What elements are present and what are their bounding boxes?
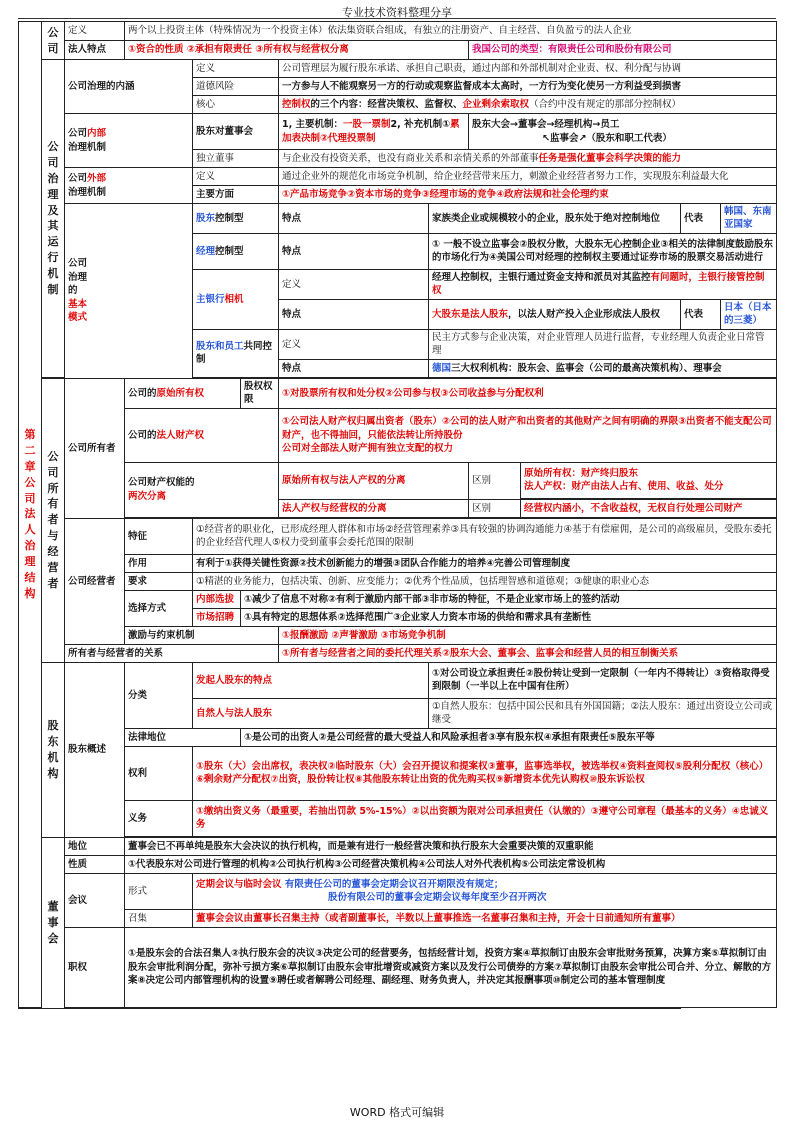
external-label: 公司外部 治理机制	[65, 168, 193, 204]
company-feat-label: 法人特点	[65, 41, 125, 60]
moral-hazard-label: 道德风险	[193, 78, 279, 96]
rights-label: 权利	[125, 746, 193, 800]
mode4-feat: 德国三大权利机构：股东会、监事会（公司的最高决策机构）、理事会	[429, 359, 777, 377]
external-def-text: 通过企业外的规范化市场竞争机制，给企业经营带来压力，刺激企业经营者努力工作，实现股东利益最大化	[279, 168, 777, 186]
class1-text: ①对公司设立承担责任②股份转让受到一定限制（一年内不得转让）③资格取得受到限制（一半以上在中国有住所）	[429, 662, 777, 698]
duty-label: 义务	[125, 800, 193, 836]
mode2-feat: ① 一般不设立监事会②股权分散，大股东无心控制企业③相关的法律制度鼓励股东的市场化行为④美国公司对经理的控制权主要通过证券市场的股票交易活动进行	[429, 233, 777, 269]
modes-label: 公司 治理 的 基本 模式	[65, 204, 193, 379]
shareholders-title: 股东机构	[42, 662, 65, 837]
company-title: 公司	[42, 22, 65, 60]
board-status-label: 地位	[65, 837, 125, 855]
req-label: 要求	[125, 572, 193, 590]
board-text: 1, 主要机制：一股一票制2, 补充机制①累加表决制②代理投票制	[279, 114, 469, 150]
mode1-rep: 韩国、东南亚国家	[721, 204, 777, 234]
chapter-title: 第二章 公司法人治理结构	[19, 22, 42, 1008]
req-text: ①精湛的业务能力，包括决策、创新、应变能力；②优秀个性品质，包括理智感和道德观；③健康的职业心态	[193, 572, 777, 590]
sep2-diff: 区别	[469, 499, 521, 517]
class-label: 分类	[125, 662, 193, 728]
board-title: 董事会	[42, 837, 65, 1008]
power-text: ①是股东会的合法召集人②执行股东会的决议③决定公司的经营要务，包括经营计划，投资方案④草拟制订由股东会审批财务预算，决算方案⑤草拟制订由股东会审批利润分配，弥补亏损方案⑥草拟制订由股东会审批增资或减资方案以及发行公司债券的方案⑦草拟制订由股东会审批公司合并、分立、解散的方案⑧决定公司内部管理机构的设置⑨聘任或者解聘公司经理、副经理、财务负责人，并决定其报酬事项⑩制定公司的基本管理制度	[125, 927, 777, 1007]
relation-text: ①所有者与经营者之间的委托代理关系②股东大会、董事会、监事会和经营人员的相互制衡关系	[279, 644, 777, 662]
trait-text: ①经营者的职业化，已形成经理人群体和市场②经营管理素养③具有较强的协调沟通能力④基于有偿雇佣，是公司的高级雇员，受股东委托的企业经营代理人⑤权力受到董事会委托范围的限制	[193, 518, 777, 554]
owner-label: 公司所有者	[65, 378, 125, 518]
board-nature-label: 性质	[65, 855, 125, 873]
orig-text: ①对股票所有权和处分权②公司参与权③公司收益参与分配权利	[279, 378, 777, 408]
connotation-label: 公司治理的内涵	[65, 60, 193, 114]
mode1-feat-label: 特点	[279, 204, 429, 234]
mode4-name: 股东和员工共同控制	[193, 329, 279, 377]
class2-text: ①自然人股东：包括中国公民和具有外国国籍；②法人股东：通过出资设立公司或继受	[429, 698, 777, 728]
company-feat-text: ①资合的性质 ②承担有限责任 ③所有权与经营权分离	[125, 41, 469, 60]
select-internal: 内部选拔	[193, 590, 241, 608]
form-label: 形式	[125, 873, 193, 909]
core-label: 核心	[193, 96, 279, 114]
header-rule	[18, 18, 776, 19]
owners-title: 公司所有者与经营者	[42, 378, 65, 662]
legal-label: 法律地位	[125, 728, 241, 746]
sep2-label: 法人产权与经营权的分离	[279, 499, 469, 517]
page-header: 专业技术资料整理分享	[342, 6, 452, 19]
rights-text: ①股东（大）会出席权，表决权②临时股东（大）会召开提议和提案权③董事，监事选举权，被选举权④资料查阅权⑤股利分配权（核心）⑥剩余财产分配权⑦出资，股份转让权⑧其他股东转让出资的优先购买权⑨新增资本优先认购权⑩股东诉讼权	[193, 746, 777, 800]
page-footer: WORD 格式可编辑	[349, 1106, 445, 1119]
company-def-text: 两个以上投资主体（特殊情况为一个投资主体）依法集资联合组成，有独立的注册资产、自主经营、自负盈亏的法人企业	[125, 22, 777, 41]
mode3-def: 经理人控制权，主银行通过资金支持和派员对其监控有问题时，主银行接管控制权	[429, 269, 777, 299]
moral-hazard-text: 一方参与人不能观察另一方的行动或观察监督成本太高时，一方行为变化使另一方利益受到损害	[279, 78, 777, 96]
summary-table	[18, 21, 777, 1009]
board-status-text: 董事会已不再单纯是股东大会决议的执行机构，而是兼有进行一般经营决策和执行股东大会重要决策的双重职能	[125, 837, 777, 855]
form-text: 定期会议与临时会议 有限责任公司的董事会定期会议召开期限没有规定； 股份有限公司的董事会定期会议每年度至少召开两次	[193, 873, 777, 909]
core-text: 控制权的三个内容：经营决策权、监督权、企业剩余索取权（合约中没有规定的那部分控制权）	[279, 96, 777, 114]
connotation-def-text: 公司管理层为履行股东承诺、承担自己职责，通过内部和外部机制对企业责、权、利分配与协调	[279, 60, 777, 78]
class1-label: 发起人股东的特点	[193, 662, 429, 698]
select-market: 市场招聘	[193, 608, 241, 626]
role-text: 有利于①获得关键性资源②技术创新能力的增强③团队合作能力的培养④完善公司管理制度	[193, 554, 777, 572]
sep1-label: 原始所有权与法人产权的分离	[279, 462, 469, 499]
indep-text: 与企业没有投资关系，也没有商业关系和亲情关系的外部董事任务是强化董事会科学决策的能力	[279, 150, 777, 168]
mode3-name: 主银行相机	[193, 269, 279, 329]
power-label: 职权	[65, 927, 125, 1007]
governance-flow: 股东大会→董事会→经理机构→员工 ↖监事会↗（股东和职工代表）	[469, 114, 777, 150]
internal-label: 公司内部 治理机制	[65, 114, 193, 168]
sep1-diff: 区别	[469, 462, 521, 499]
sep2-text: 经营权内涵小，不含收益权，无权自行处理公司财产	[521, 499, 777, 517]
spacer	[19, 1007, 681, 1008]
mode3-feat-label: 特点	[279, 299, 429, 329]
mode1-name: 股东控制型	[193, 204, 279, 234]
mode4-def: 民主方式参与企业决策，对企业管理人员进行监督，专业经理人负责企业日常管理	[429, 329, 777, 359]
mode3-rep: 日本（日本的三菱）	[721, 299, 777, 329]
indep-label: 独立董事	[193, 150, 279, 168]
mode4-def-label: 定义	[279, 329, 429, 359]
sep1-text: 原始所有权：财产终归股东 法人产权：财产由法人占有、使用、收益、处分	[521, 462, 777, 498]
external-main-text: ①产品市场竞争②资本市场的竞争③经理市场的竞争④政府法规和社会伦理约束	[279, 186, 777, 204]
board-nature-text: ①代表股东对公司进行管理的机构②公司执行机构③公司经营决策机构④公司法人对外代表机构⑤公司法定常设机构	[125, 855, 777, 873]
manager-label: 公司经营者	[65, 518, 125, 644]
mode3-def-label: 定义	[279, 269, 429, 299]
corp-text: ①公司法人财产权归属出资者（股东）②公司的法人财产和出资者的其他财产之间有明确的界限③出资者不能支配公司财产，也不得抽回，只能依法转让所持股份 公司对全部法人财产拥有独立支配的权力	[279, 408, 777, 462]
external-main-label: 主要方面	[193, 186, 279, 204]
company-types: 我国公司的类型：有限责任公司和股份有限公司	[469, 41, 777, 60]
duty-text: ①缴纳出资义务（最重要，若抽出罚款 5%-15%）②以出资额为限对公司承担责任（认缴的）③遵守公司章程（最基本的义务）④忠诚义务	[193, 800, 777, 836]
shareholder-overview: 股东概述	[65, 662, 125, 837]
governance-title: 公司治理及其运行机制	[42, 60, 65, 378]
mode4-feat-label: 特点	[279, 359, 429, 377]
separation-label: 公司财产权能的 两次分离	[125, 462, 279, 517]
corp-label: 公司的法人财产权	[125, 408, 279, 462]
orig-label: 公司的原始所有权	[125, 378, 241, 408]
class2-label: 自然人与法人股东	[193, 698, 429, 728]
mode2-feat-label: 特点	[279, 233, 429, 269]
meeting-label: 会议	[65, 873, 125, 927]
select-internal-text: ①减少了信息不对称②有利于激励内部干部③非市场的特征，不是企业家市场上的签约活动	[241, 590, 777, 608]
role-label: 作用	[125, 554, 193, 572]
connotation-def-label: 定义	[193, 60, 279, 78]
mode2-name: 经理控制型	[193, 233, 279, 269]
mode3-feat: 大股东是法人股东，以法人财产投入企业形成法人股权	[429, 299, 681, 329]
relation-label: 所有者与经营者的关系	[65, 644, 279, 662]
select-label: 选择方式	[125, 590, 193, 626]
board-label: 股东对董事会	[193, 114, 279, 150]
legal-text: ①是公司的出资人②是公司经营的最大受益人和风险承担者③享有股东权④承担有限责任⑤股东平等	[241, 728, 777, 746]
company-def-label: 定义	[65, 22, 125, 41]
convene-text: 董事会会议由董事长召集主持（或者副董事长，半数以上董事推选一名董事召集和主持，开会十日前通知所有董事）	[193, 909, 777, 927]
incentive-label: 激励与约束机制	[125, 626, 279, 644]
orig-right: 股权权限	[241, 378, 279, 408]
mode1-feat: 家族类企业或规模较小的企业，股东处于绝对控制地位	[429, 204, 681, 234]
mode1-rep-label: 代表	[681, 204, 721, 234]
convene-label: 召集	[125, 909, 193, 927]
external-def-label: 定义	[193, 168, 279, 186]
select-market-text: ①具有特定的思想体系②选择范围广③企业家人力资本市场的供给和需求具有垄断性	[241, 608, 777, 626]
incentive-text: ①报酬激励 ②声誉激励 ③市场竞争机制	[279, 626, 777, 644]
trait-label: 特征	[125, 518, 193, 554]
mode3-rep-label: 代表	[681, 299, 721, 329]
